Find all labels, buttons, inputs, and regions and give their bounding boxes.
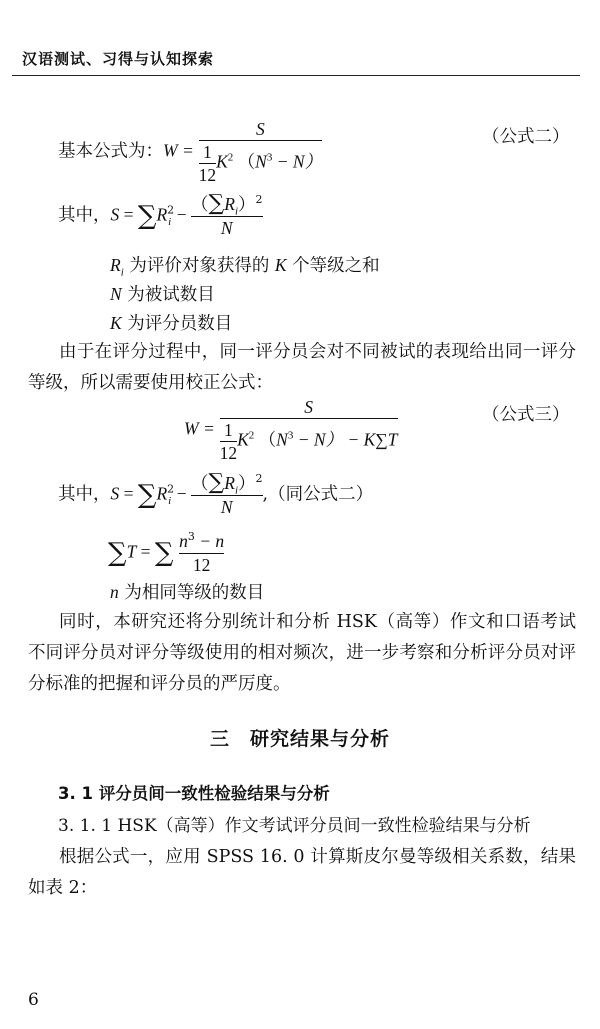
twelve: 12	[198, 165, 217, 185]
formula-3-tag: （公式三）	[482, 405, 570, 425]
sum-symbol: ∑	[137, 201, 157, 231]
running-header: 汉语测试、习得与认知探索	[22, 50, 215, 68]
R-sub: i	[234, 205, 239, 218]
lead: 其中，	[58, 205, 111, 226]
t-numerator	[179, 530, 224, 553]
numerator: S	[304, 397, 313, 417]
suffix: ,（同公式二）	[262, 484, 374, 505]
formula-3	[184, 396, 398, 464]
sum-symbol: ∑	[137, 480, 157, 510]
sym: N	[110, 284, 122, 304]
subsubsection-3-1-1: 3. 1. 1 HSK（高等）作文考试评分员间一致性检验结果与分析	[58, 816, 531, 836]
R-sub: i	[168, 216, 172, 228]
definition-n	[110, 580, 264, 605]
formula-2-tag: （公式二）	[482, 127, 570, 147]
eq: =	[136, 541, 155, 562]
R-exp: 2	[167, 482, 175, 496]
n: n	[179, 531, 188, 551]
s-denominator: N	[220, 497, 233, 517]
exp: 3	[187, 530, 195, 544]
lead: 其中，	[58, 484, 111, 505]
text: 为评分员数目	[121, 314, 233, 334]
den-tail: − K∑T	[343, 429, 398, 450]
paragraph-results: 根据公式一，应用 SPSS 16. 0 计算斯皮尔曼等级相关系数，结果如表 2：	[28, 847, 576, 898]
one: 1	[202, 142, 212, 162]
s-numerator	[191, 472, 262, 495]
R-exp: 2	[167, 203, 175, 217]
minus: −	[176, 204, 192, 225]
t-definition	[108, 530, 224, 576]
N-exp: 3	[287, 429, 294, 442]
K-exp: 2	[248, 429, 255, 442]
eq: =	[204, 418, 215, 439]
definition-R	[110, 253, 380, 278]
den-tail: − N）	[272, 151, 323, 172]
minus: −	[176, 483, 192, 504]
close: ）	[238, 474, 256, 494]
sym: R	[110, 255, 121, 275]
s-definition-2	[58, 472, 373, 518]
formula-2-W: W	[163, 140, 178, 161]
R: R	[156, 204, 168, 225]
N-exp: 3	[266, 151, 273, 164]
one: 1	[223, 420, 233, 440]
sum-symbol: ∑	[108, 538, 127, 568]
sum-symbol: ∑	[154, 538, 174, 568]
open: （	[191, 474, 209, 494]
T: T	[126, 541, 137, 562]
K: K	[216, 151, 228, 172]
twelve: 12	[219, 443, 238, 463]
page-number: 6	[28, 990, 39, 1010]
exp: 2	[255, 193, 263, 207]
K: K	[237, 429, 249, 450]
section-title: 三 研究结果与分析	[209, 728, 390, 750]
exp: 2	[255, 472, 263, 486]
K-exp: 2	[227, 151, 234, 164]
sym: K	[110, 313, 122, 333]
sum-symbol: ∑	[208, 470, 225, 495]
text: 为被试数目	[121, 285, 215, 305]
eq: =	[119, 483, 138, 504]
formula-2-numerator: S	[255, 119, 265, 139]
close: ）	[238, 195, 256, 215]
s-fraction	[191, 472, 262, 518]
formula-2	[58, 118, 322, 186]
R-sub: i	[234, 484, 239, 497]
s-definition-1	[58, 193, 263, 239]
definition-K	[110, 311, 232, 336]
s-numerator	[191, 193, 262, 216]
text: 为相同等级的数目	[118, 583, 265, 603]
open: （	[191, 195, 209, 215]
R: R	[156, 483, 168, 504]
W: W	[184, 418, 199, 439]
sub: i	[120, 266, 124, 279]
paragraph-correction: 由于在评分过程中，同一评分员会对不同被试的表现给出同一评分等级，所以需要使用校正公式：	[28, 342, 576, 393]
formula-2-fraction	[199, 118, 322, 186]
paren: （	[258, 429, 277, 450]
s-denominator: N	[220, 218, 233, 238]
formula-2-eq: =	[183, 140, 194, 161]
one-twelfth	[199, 141, 217, 186]
R-sub: i	[168, 495, 172, 507]
t-fraction	[179, 530, 224, 576]
den-mid: − N）	[293, 429, 344, 450]
s-fraction	[191, 193, 262, 239]
S: S	[110, 483, 120, 504]
tail: − n	[194, 531, 225, 551]
R: R	[224, 473, 235, 493]
N: N	[255, 151, 267, 172]
paragraph-frequency: 同时，本研究还将分别统计和分析 HSK（高等）作文和口语考试不同评分员对评分等级使用的相对频次，进一步考察和分析评分员对评分标准的把握和评分员的严厉度。	[28, 612, 576, 694]
header-rule	[12, 75, 580, 76]
text: 为评价对象获得的	[123, 256, 275, 276]
sym: n	[110, 582, 119, 602]
R: R	[224, 194, 235, 214]
text2: 个等级之和	[286, 256, 380, 276]
definition-N	[110, 282, 215, 307]
S: S	[110, 204, 120, 225]
eq: =	[119, 204, 138, 225]
paren: （	[237, 151, 256, 172]
sum-symbol: ∑	[208, 191, 225, 216]
subsection-3-1: 3. 1 评分员间一致性检验结果与分析	[58, 784, 330, 803]
formula-2-lead: 基本公式为：	[58, 141, 163, 162]
formula-3-fraction	[220, 396, 398, 464]
sym2: K	[274, 255, 287, 275]
denominator	[220, 419, 398, 464]
one-twelfth	[220, 419, 238, 464]
t-denominator: 12	[192, 555, 211, 575]
N: N	[276, 429, 288, 450]
formula-2-denominator	[199, 141, 322, 186]
